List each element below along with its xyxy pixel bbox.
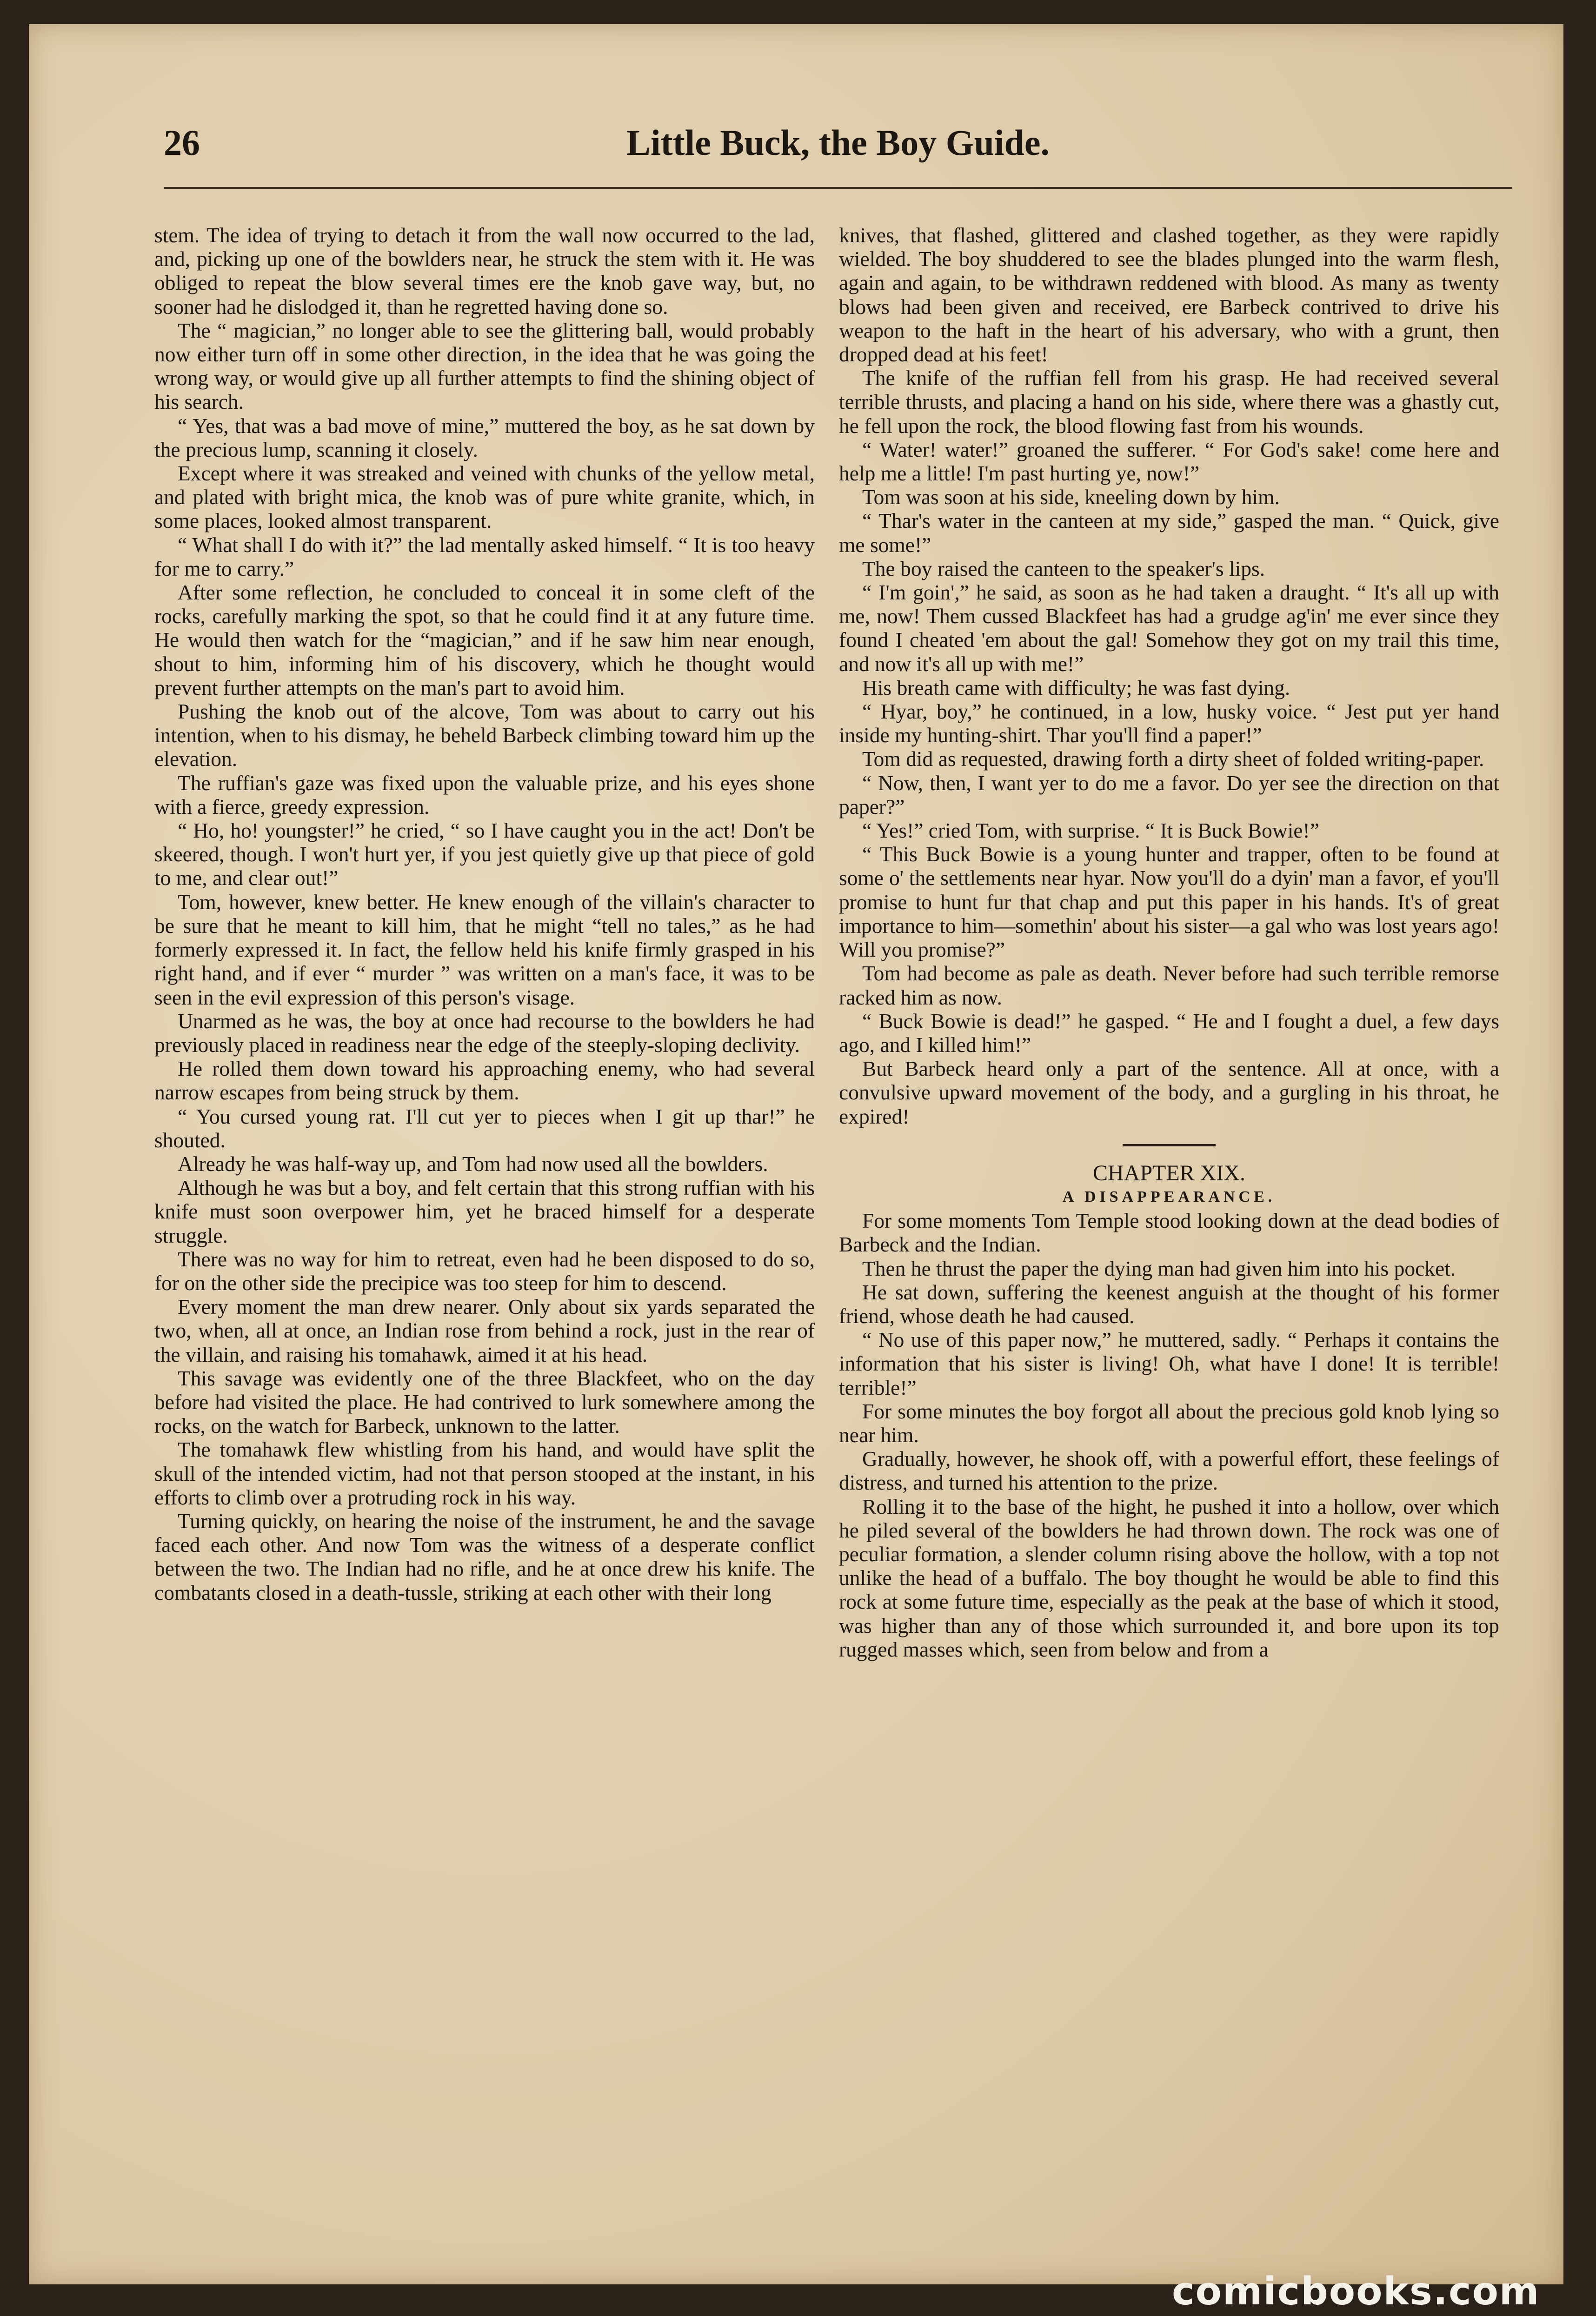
paragraph: “ Buck Bowie is dead!” he gasped. “ He and I fought a duel, a few days ago, and I killed him!” <box>839 1009 1499 1057</box>
paragraph: Rolling it to the base of the hight, he pushed it into a hollow, over which he piled several of the bowlders he had thrown down. The rock was one of peculiar formation, a slender column rising above the hollow, with a top not unlike the head of a buffalo. The boy thought he would be able to find this rock at some future time, especially as the peak at the base of which it stood, was higher than any of those which surrounded it, and bore upon its top rugged masses which, seen from below and from a <box>839 1494 1499 1661</box>
paragraph: For some moments Tom Temple stood looking down at the dead bodies of Barbeck and the Indian. <box>839 1209 1499 1257</box>
paragraph: The “ magician,” no longer able to see the glittering ball, would probably now either turn off in some other direction, in the idea that he was going the wrong way, or would give up all further attempts to find the shining object of his search. <box>154 318 815 414</box>
page-number: 26 <box>164 122 200 163</box>
chapter-divider <box>1123 1144 1216 1146</box>
paragraph: The tomahawk flew whistling from his hand, and would have split the skull of the intended victim, had not that person stooped at the instant, in his efforts to climb over a protruding rock in his way. <box>154 1438 815 1509</box>
paragraph: “ Yes!” cried Tom, with surprise. “ It is Buck Bowie!” <box>862 819 1319 843</box>
paragraph: knives, that flashed, glittered and clashed together, as they were rapidly wielded. The boy shuddered to see the blades plunged into the warm flesh, again and again, to be withdrawn reddened with blood. As many as twenty blows had been given and received, ere Barbeck contrived to drive his weapon to the haft in the heart of his adversary, who with a grunt, then dropped dead at his feet! <box>839 223 1499 366</box>
chapter-heading: CHAPTER XIX. <box>1092 1160 1245 1185</box>
chapter-subtitle: A DISAPPEARANCE. <box>1062 1188 1276 1205</box>
paragraph: Tom had become as pale as death. Never before had such terrible remorse racked him as now. <box>839 961 1499 1009</box>
paragraph: Gradually, however, he shook off, with a powerful effort, these feelings of distress, and turned his attention to the prize. <box>839 1447 1499 1495</box>
header-rule <box>164 187 1512 189</box>
paragraph: He sat down, suffering the keenest anguish at the thought of his former friend, whose death he had caused. <box>839 1280 1499 1328</box>
paragraph: “ I'm goin',” he said, as soon as he had taken a draught. “ It's all up with me, now! Them cussed Blackfeet has had a grudge ag'in' me ever since they found I cheated 'em about the gal! Somehow they got on my trail this time, and now it's all up with me!” <box>839 580 1499 676</box>
paragraph: “ This Buck Bowie is a young hunter and trapper, often to be found at some o' the settlements near hyar. Now you'll do a dyin' man a favor, ef you'll promise to hunt fur that chap and put this paper in his hands. It's of great importance to him—somethin' about his sister—a gal who was lost years ago! Will you promise?” <box>839 842 1499 962</box>
paragraph: Tom did as requested, drawing forth a dirty sheet of folded writing-paper. <box>862 747 1484 771</box>
right-column-bottom-text <box>839 1209 1499 1661</box>
right-column-top-text <box>839 223 1499 1128</box>
paragraph: Then he thrust the paper the dying man had given him into his pocket. <box>862 1256 1456 1280</box>
paragraph: Every moment the man drew nearer. Only about six yards separated the two, when, all at once, an Indian rose from behind a rock, just in the rear of the villain, and raising his tomahawk, aimed it at his head. <box>154 1295 815 1366</box>
scanned-page <box>29 24 1563 2284</box>
paragraph: Unarmed as he was, the boy at once had recourse to the bowlders he had previously placed in readiness near the edge of the steeply-sloping declivity. <box>154 1009 815 1057</box>
paragraph: For some minutes the boy forgot all about the precious gold knob lying so near him. <box>839 1399 1499 1447</box>
paragraph: “ Ho, ho! youngster!” he cried, “ so I have caught you in the act! Don't be skeered, though. I won't hurt yer, if you jest quietly give up that piece of gold to me, and clear out!” <box>154 819 815 890</box>
paragraph: The boy raised the canteen to the speaker's lips. <box>862 556 1265 580</box>
paragraph: “ Yes, that was a bad move of mine,” muttered the boy, as he sat down by the precious lump, scanning it closely. <box>154 413 815 461</box>
paragraph: After some reflection, he concluded to conceal it in some cleft of the rocks, carefully marking the spot, so that he could find it at any future time. He would then watch for the “magician,” and if he saw him near enough, shout to him, informing him of his discovery, which he thought would prevent further attempts on the man's part to avoid him. <box>154 580 815 699</box>
paragraph: “ Thar's water in the canteen at my side,” gasped the man. “ Quick, give me some!” <box>839 509 1499 557</box>
paragraph: Already he was half-way up, and Tom had now used all the bowlders. <box>178 1151 768 1176</box>
paragraph: Although he was but a boy, and felt certain that this strong ruffian with his knife must soon overpower him, yet he braced himself for a desperate struggle. <box>154 1176 815 1247</box>
paragraph: “ You cursed young rat. I'll cut yer to pieces when I git up thar!” he shouted. <box>154 1104 815 1152</box>
paragraph: There was no way for him to retreat, even had he been disposed to do so, for on the other side the precipice was too steep for him to descend. <box>154 1247 815 1295</box>
paragraph: This savage was evidently one of the three Blackfeet, who on the day before had visited the place. He had contrived to lurk somewhere among the rocks, on the watch for Barbeck, unknown to the latter. <box>154 1366 815 1438</box>
running-title: Little Buck, the Boy Guide. <box>626 122 1050 163</box>
page-header <box>164 122 1512 182</box>
paragraph: Tom, however, knew better. He knew enough of the villain's character to be sure that he meant to kill him, that he might “tell no tales,” as he had formerly expressed it. In fact, the fellow held his knife firmly grasped in his right hand, and if ever “ murder ” was written on a man's face, it was to be seen in the evil expression of this person's visage. <box>154 890 815 1009</box>
paragraph: “ What shall I do with it?” the lad mentally asked himself. “ It is too heavy for me to carry.” <box>154 532 815 580</box>
paragraph: Turning quickly, on hearing the noise of the instrument, he and the savage faced each other. And now Tom was the witness of a desperate conflict between the two. The Indian had no rifle, and he at once drew his knife. The combatants closed in a death-tussle, striking at each other with their long <box>154 1509 815 1604</box>
paragraph: His breath came with difficulty; he was fast dying. <box>862 675 1290 699</box>
paragraph: The knife of the ruffian fell from his grasp. He had received several terrible thrusts, and placing a hand on his side, where there was a ghastly cut, he fell upon the rock, the blood flowing fast from his wounds. <box>839 366 1499 438</box>
paragraph: Pushing the knob out of the alcove, Tom was about to carry out his intention, when to his dismay, he beheld Barbeck climbing toward him up the elevation. <box>154 699 815 771</box>
left-column <box>154 223 815 2144</box>
paragraph: “ Water! water!” groaned the sufferer. “ For God's sake! come here and help me a little! I'm past hurting ye, now!” <box>839 437 1499 486</box>
paragraph: “ Hyar, boy,” he continued, in a low, husky voice. “ Jest put yer hand inside my hunting-shirt. Thar you'll find a paper!” <box>839 699 1499 747</box>
paragraph: The ruffian's gaze was fixed upon the valuable prize, and his eyes shone with a fierce, greedy expression. <box>154 771 815 819</box>
right-column <box>839 223 1499 2144</box>
paragraph: But Barbeck heard only a part of the sentence. All at once, with a convulsive upward movement of the body, and a gurgling in his throat, he expired! <box>839 1057 1499 1128</box>
paragraph: “ No use of this paper now,” he muttered, sadly. “ Perhaps it contains the information that his sister is living! Oh, what have I done! It is terrible! terrible!” <box>839 1328 1499 1399</box>
paragraph: Tom was soon at his side, kneeling down by him. <box>862 485 1280 509</box>
paragraph: “ Now, then, I want yer to do me a favor. Do yer see the direction on that paper?” <box>839 771 1499 819</box>
watermark: comicbooks.com <box>1172 2269 1540 2314</box>
paragraph: Except where it was streaked and veined with chunks of the yellow metal, and plated with bright mica, the knob was of pure white granite, which, in some places, looked almost transparent. <box>154 461 815 533</box>
paragraph: He rolled them down toward his approaching enemy, who had several narrow escapes from being struck by them. <box>154 1057 815 1105</box>
paragraph: stem. The idea of trying to detach it from the wall now occurred to the lad, and, picking up one of the bowlders near, he struck the stem with it. He was obliged to repeat the blow several times ere the knob gave way, but, no sooner had he dislodged it, than he regretted having done so. <box>154 223 815 319</box>
